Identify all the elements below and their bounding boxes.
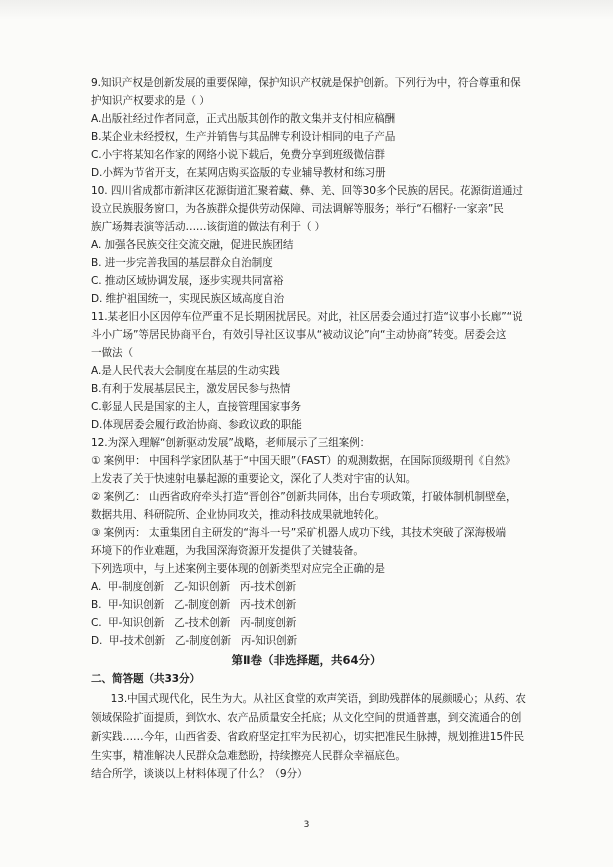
q10-option-c: C. 推动区域协调发展，逐步实现共同富裕 xyxy=(91,275,284,287)
q11-stem-line-1: 11.某老旧小区因停车位严重不足长期困扰居民。对此，社区居委会通过打造“议事小长廊”“说 xyxy=(91,311,523,323)
q9-option-c: C.小宇将某知名作家的网络小说下载后，免费分享到班级微信群 xyxy=(91,149,385,161)
q10-stem-line-2: 设立民族服务窗口，为各族群众提供劳动保障、司法调解等服务；举行“石榴籽·一家亲”民 xyxy=(91,203,504,215)
q12-option-a: A. 甲-制度创新 乙-知识创新 丙-技术创新 xyxy=(91,581,296,593)
q9-option-a: A.出版社经过作者同意，正式出版其创作的散文集并支付相应稿酬 xyxy=(91,113,396,125)
q11-option-a: A.是人民代表大会制度在基层的生动实践 xyxy=(91,365,280,377)
q11-option-b: B.有利于发展基层民主，激发居民参与热情 xyxy=(91,383,291,395)
q9-stem-line-2: 护知识产权要求的是（ ） xyxy=(91,95,210,107)
q9-option-d: D.小辉为节省开支，在某网店购买盗版的专业辅导教材和练习册 xyxy=(91,167,386,179)
q10-stem-line-1: 10. 四川省成都市新津区花源街道汇聚着藏、彝、羌、回等30多个民族的居民。花源街道通过 xyxy=(91,185,523,197)
scan-shadow xyxy=(0,0,613,20)
q13-material-line-2: 领域保险扩面提质，到饮水、农产品质量安全托底；从文化空间的贯通普惠，到交流通合的创 xyxy=(91,712,522,724)
q12-option-b: B. 甲-知识创新 乙-制度创新 丙-技术创新 xyxy=(91,599,297,611)
q12-question: 下列选项中，与上述案例主要体现的创新类型对应完全正确的是 xyxy=(91,563,385,575)
q11-option-d: D.体现居委会履行政治协商、参政议政的职能 xyxy=(91,419,302,431)
q12-case-a-line-2: 上发表了关于快速射电暴起源的重要论文，深化了人类对宇宙的认知。 xyxy=(91,473,417,485)
q13-material-line-1: 13.中国式现代化，民生为大。从社区食堂的欢声笑语，到助残群体的展颜暖心；从药、农 xyxy=(91,693,526,705)
q10-option-d: D. 维护祖国统一，实现民族区域高度自治 xyxy=(91,293,284,305)
q12-option-c: C. 甲-知识创新 乙-技术创新 丙-制度创新 xyxy=(91,617,297,629)
part-2-title: 第Ⅱ卷（非选择题，共64分） xyxy=(231,653,382,667)
q10-stem-line-3: 族广场舞表演等活动……该街道的做法有利于（ ） xyxy=(91,221,326,233)
q9-option-b: B.某企业未经授权，生产并销售与其品牌专利设计相同的电子产品 xyxy=(91,131,396,143)
q11-option-c: C.彰显人民是国家的主人，直接管理国家事务 xyxy=(91,401,301,413)
q12-case-c-line-1: ③ 案例丙： 太重集团自主研发的“海斗一号”采矿机器人成功下线，其技术突破了深海极端 xyxy=(91,527,506,539)
q11-stem-line-2: 斗小广场”等居民协商平台，有效引导社区议事从“被动议论”向“主动协商”转变。居委会这 xyxy=(91,329,507,341)
q10-option-a: A. 加强各民族交往交流交融，促进民族团结 xyxy=(91,239,294,251)
q12-stem: 12.为深入理解“创新驱动发展”战略，老师展示了三组案例： xyxy=(91,437,371,449)
q13-question: 结合所学，谈谈以上材料体现了什么？（9分） xyxy=(91,768,308,780)
q12-case-b-line-1: ② 案例乙： 山西省政府牵头打造“晋创谷”创新共同体，出台专项政策，打破体制机制壁垒， xyxy=(91,491,517,503)
q12-option-d: D. 甲-技术创新 乙-制度创新 丙-知识创新 xyxy=(91,635,298,647)
q10-option-b: B. 进一步完善我国的基层群众自治制度 xyxy=(91,257,273,269)
q11-stem-line-3: 一做法（ xyxy=(91,347,133,359)
q12-case-a-line-1: ① 案例甲： 中国科学家团队基于“中国天眼”（FAST）的观测数据，在国际顶级期刊《自然》 xyxy=(91,455,516,467)
q9-stem-line-1: 9.知识产权是创新发展的重要保障，保护知识产权就是保护创新。下列行为中，符合尊重和保 xyxy=(91,77,521,89)
q12-case-b-line-2: 数据共用、科研院所、企业协同攻关，推动科技成果就地转化。 xyxy=(91,509,385,521)
q13-material-line-4: 生实事，精准解决人民群众急难愁盼，持续擦亮人民群众幸福底色。 xyxy=(91,750,406,762)
section-title-short-answer: 二、简答题（共33分） xyxy=(91,673,200,685)
q13-material-line-3: 新实践……今年，山西省委、省政府坚定扛牢为民初心，切实把准民生脉搏，规划推进15件民 xyxy=(91,731,525,743)
q12-case-c-line-2: 环境下的作业难题，为我国深海资源开发提供了关键装备。 xyxy=(91,545,364,557)
page-number: 3 xyxy=(303,820,310,830)
